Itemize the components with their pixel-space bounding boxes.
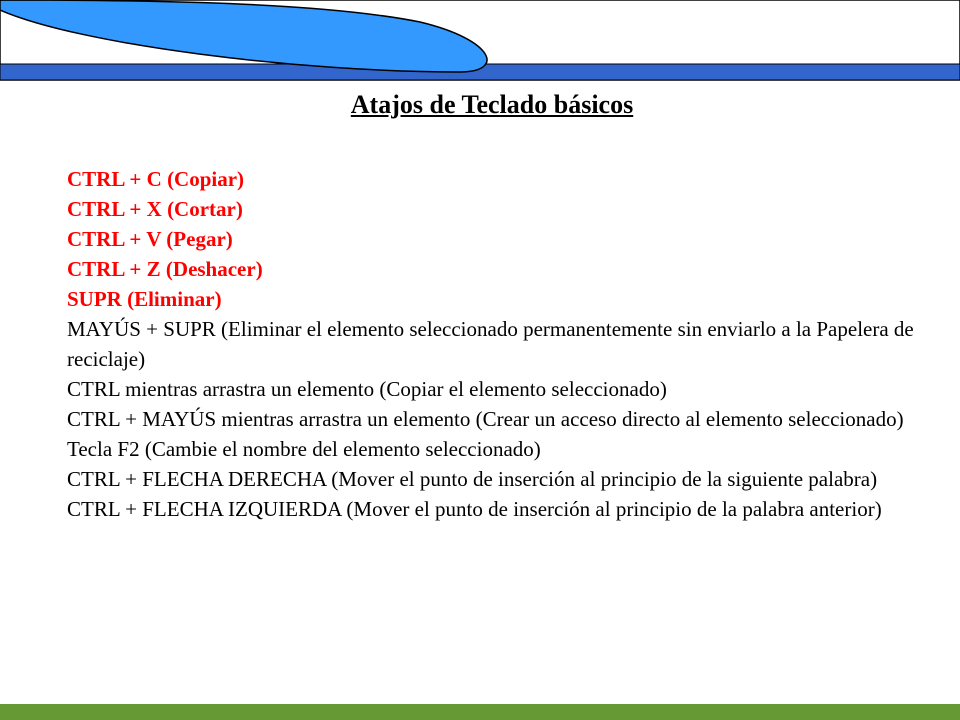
shortcut-item: CTRL + Z (Deshacer) — [67, 257, 263, 281]
shortcut-item: CTRL + C (Copiar) — [67, 167, 245, 191]
shortcut-item: CTRL + MAYÚS mientras arrastra un elemento (Crear un acceso directo al elemento seleccionado) — [67, 407, 904, 431]
shortcut-item: CTRL mientras arrastra un elemento (Copiar el elemento seleccionado) — [67, 377, 667, 401]
shortcut-item: CTRL + V (Pegar) — [67, 227, 233, 251]
shortcut-item: CTRL + FLECHA DERECHA (Mover el punto de inserción al principio de la siguiente palabra) — [67, 467, 878, 491]
shortcut-list — [67, 164, 917, 524]
footer-green-band — [0, 704, 960, 720]
shortcut-item: MAYÚS + SUPR (Eliminar el elemento seleccionado permanentemente sin enviarlo a la Papelera de reciclaje) — [67, 317, 914, 371]
shortcut-item: Tecla F2 (Cambie el nombre del elemento seleccionado) — [67, 437, 541, 461]
shortcut-item: CTRL + FLECHA IZQUIERDA (Mover el punto de inserción al principio de la palabra anterior) — [67, 497, 882, 521]
header-decoration — [0, 0, 960, 82]
slide-title: Atajos de Teclado básicos — [350, 90, 634, 119]
shortcut-item: SUPR (Eliminar) — [67, 287, 222, 311]
shortcut-item: CTRL + X (Cortar) — [67, 197, 243, 221]
